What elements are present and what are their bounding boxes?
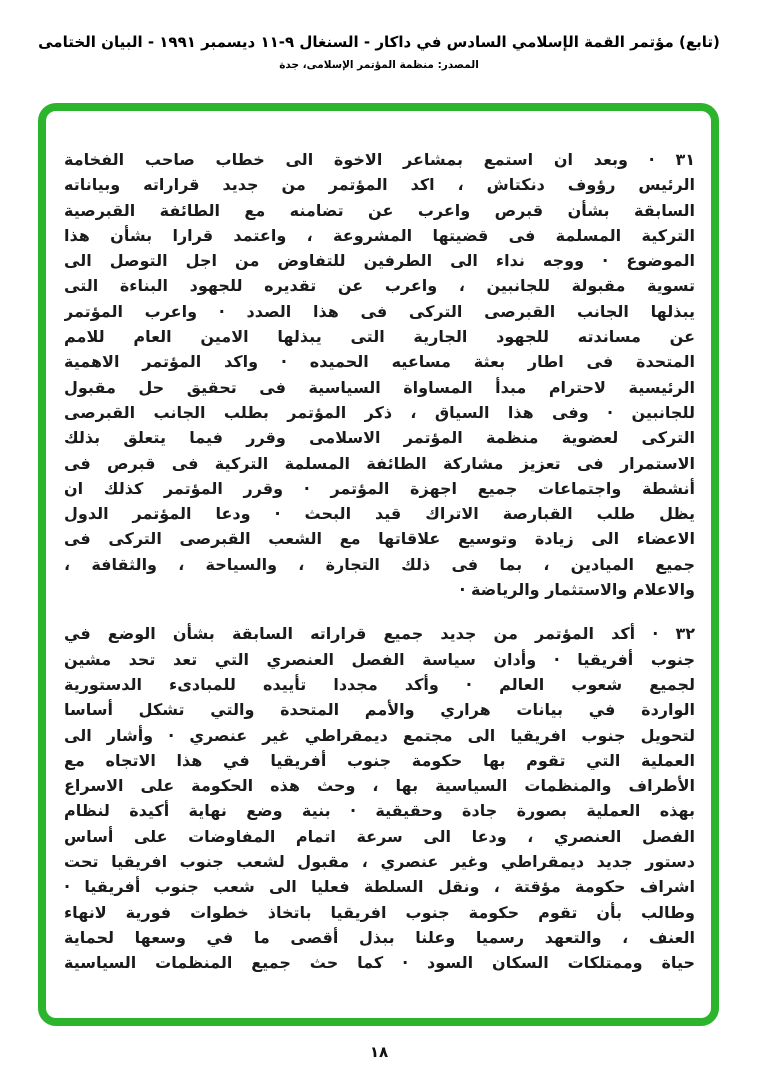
text-line: العملية التي تقوم بها حكومة جنوب أفريقيا في هذا الاتجاه مع [64,750,695,770]
text-line: والاعلام والاستثمار والرياضة · [459,580,695,600]
text-line: بهذه العملية بصورة جادة وحقيقية · بنية وضع نهاية أكيدة لنظام [64,801,695,821]
text-line: الرئيسية لاحترام مبدأ المساواة السياسية فى تحقيق حل مقبول [64,377,695,397]
text-line: اشراف حكومة مؤقتة ، ونقل السلطة فعليا الى شعب جنوب أفريقيا · [64,877,695,897]
text-line: للجانبين · وفى هذا السياق ، ذكر المؤتمر بطلب الجانب القبرصى [64,402,695,422]
text-line: حياة وممتلكات السكان السود · كما حث جميع المنظمات السياسية [64,953,695,973]
header-source: المصدر: منظمة المؤتمر الإسلامى، جدة [279,59,479,71]
text-line: الفصل العنصري ، ودعا الى سرعة اتمام المفاوضات على أساس [64,826,695,846]
text-line: يبذلها الجانب القبرصى التركى فى هذا الصدد · واعرب المؤتمر [64,301,695,321]
text-line: دستور جديد ديمقراطي وغير عنصري ، مقبول لشعب جنوب افريقيا تحت [64,852,695,872]
text-line: المتحدة فى اطار بعثة مساعيه الحميده · واكد المؤتمر الاهمية [64,352,695,372]
text-line: ٣١ · وبعد ان استمع بمشاعر الاخوة الى خطاب صاحب الفخامة [64,150,695,169]
text-line: ٣٢ · أكد المؤتمر من جديد جميع قراراته السابقة بشأن الوضع في [64,624,695,644]
text-line: لتحويل جنوب افريقيا الى مجتمع ديمقراطي غير عنصري · وأشار الى [64,725,695,745]
text-line: التركية المسلمة فى قضيتها المشروعة ، واعتمد قرارا بشأن هذا [64,225,695,245]
text-line: الاعضاء الى زيادة وتوسيع علاقاتها مع الشعب القبرصى التركى فى [64,529,695,549]
text-line: العنف ، والتعهد رسميا وعلنا ببذل أقصى ما في وسعها لحماية [64,927,695,947]
header-title: (تابع) مؤتمر القمة الإسلامي السادس في داكار - السنغال ٩-١١ ديسمبر ١٩٩١ - البيان الختامى [38,33,720,51]
document-header [0,33,758,71]
paragraph-31 [64,147,695,602]
text-line: الموضوع · ووجه نداء الى الطرفين للتفاوض من اجل التوصل الى [64,251,695,271]
content-frame [38,103,719,1026]
text-line: أنشطة واجتماعات جميع اجهزة المؤتمر · وقرر المؤتمر كذلك ان [64,478,695,498]
text-line: التركى لعضوية منظمة المؤتمر الاسلامى وقرر فيما يتعلق بذلك [64,428,695,448]
text-line: يظل طلب القبارصة الاتراك قيد البحث · ودعا المؤتمر الدول [64,504,695,524]
text-line: السابقة بشأن قبرص واعرب عن تضامنه مع الطائفة القبرصية [64,200,695,220]
text-line: جميع الميادين ، بما فى ذلك التجارة ، والسياحة ، والثقافة ، [64,554,695,574]
text-line: تسوية مقبولة للجانبين ، واعرب عن تقديره للجهود البناءة التى [64,276,695,296]
text-line: لجميع شعوب العالم · وأكد مجددا تأييده للمبادىء الدستورية [64,674,695,694]
text-line: الرئيس رؤوف دنكتاش ، اكد المؤتمر من جديد قراراته وبياناته [64,175,695,195]
text-line: الأطراف والمنظمات السياسية بها ، وحث هذه الحكومة على الاسراع [64,776,695,796]
text-line: الواردة في بيانات هراري والأمم المتحدة والتي تشكل أساسا [64,700,695,720]
text-line: وطالب بأن تقوم حكومة جنوب افريقيا باتخاذ خطوات فورية لانهاء [64,902,695,922]
text-line: الاستمرار فى تعزيز مشاركة الطائفة المسلمة التركية فى قبرص فى [64,453,695,473]
text-line: جنوب أفريقيا · وأدان سياسة الفصل العنصري التي تعد تحد مشين [64,649,695,669]
text-line: عن مساندته للجهود الجارية التى يبذلها الامين العام للامم [64,327,695,347]
page-number: ١٨ [369,1043,389,1061]
paragraph-32 [64,621,695,975]
